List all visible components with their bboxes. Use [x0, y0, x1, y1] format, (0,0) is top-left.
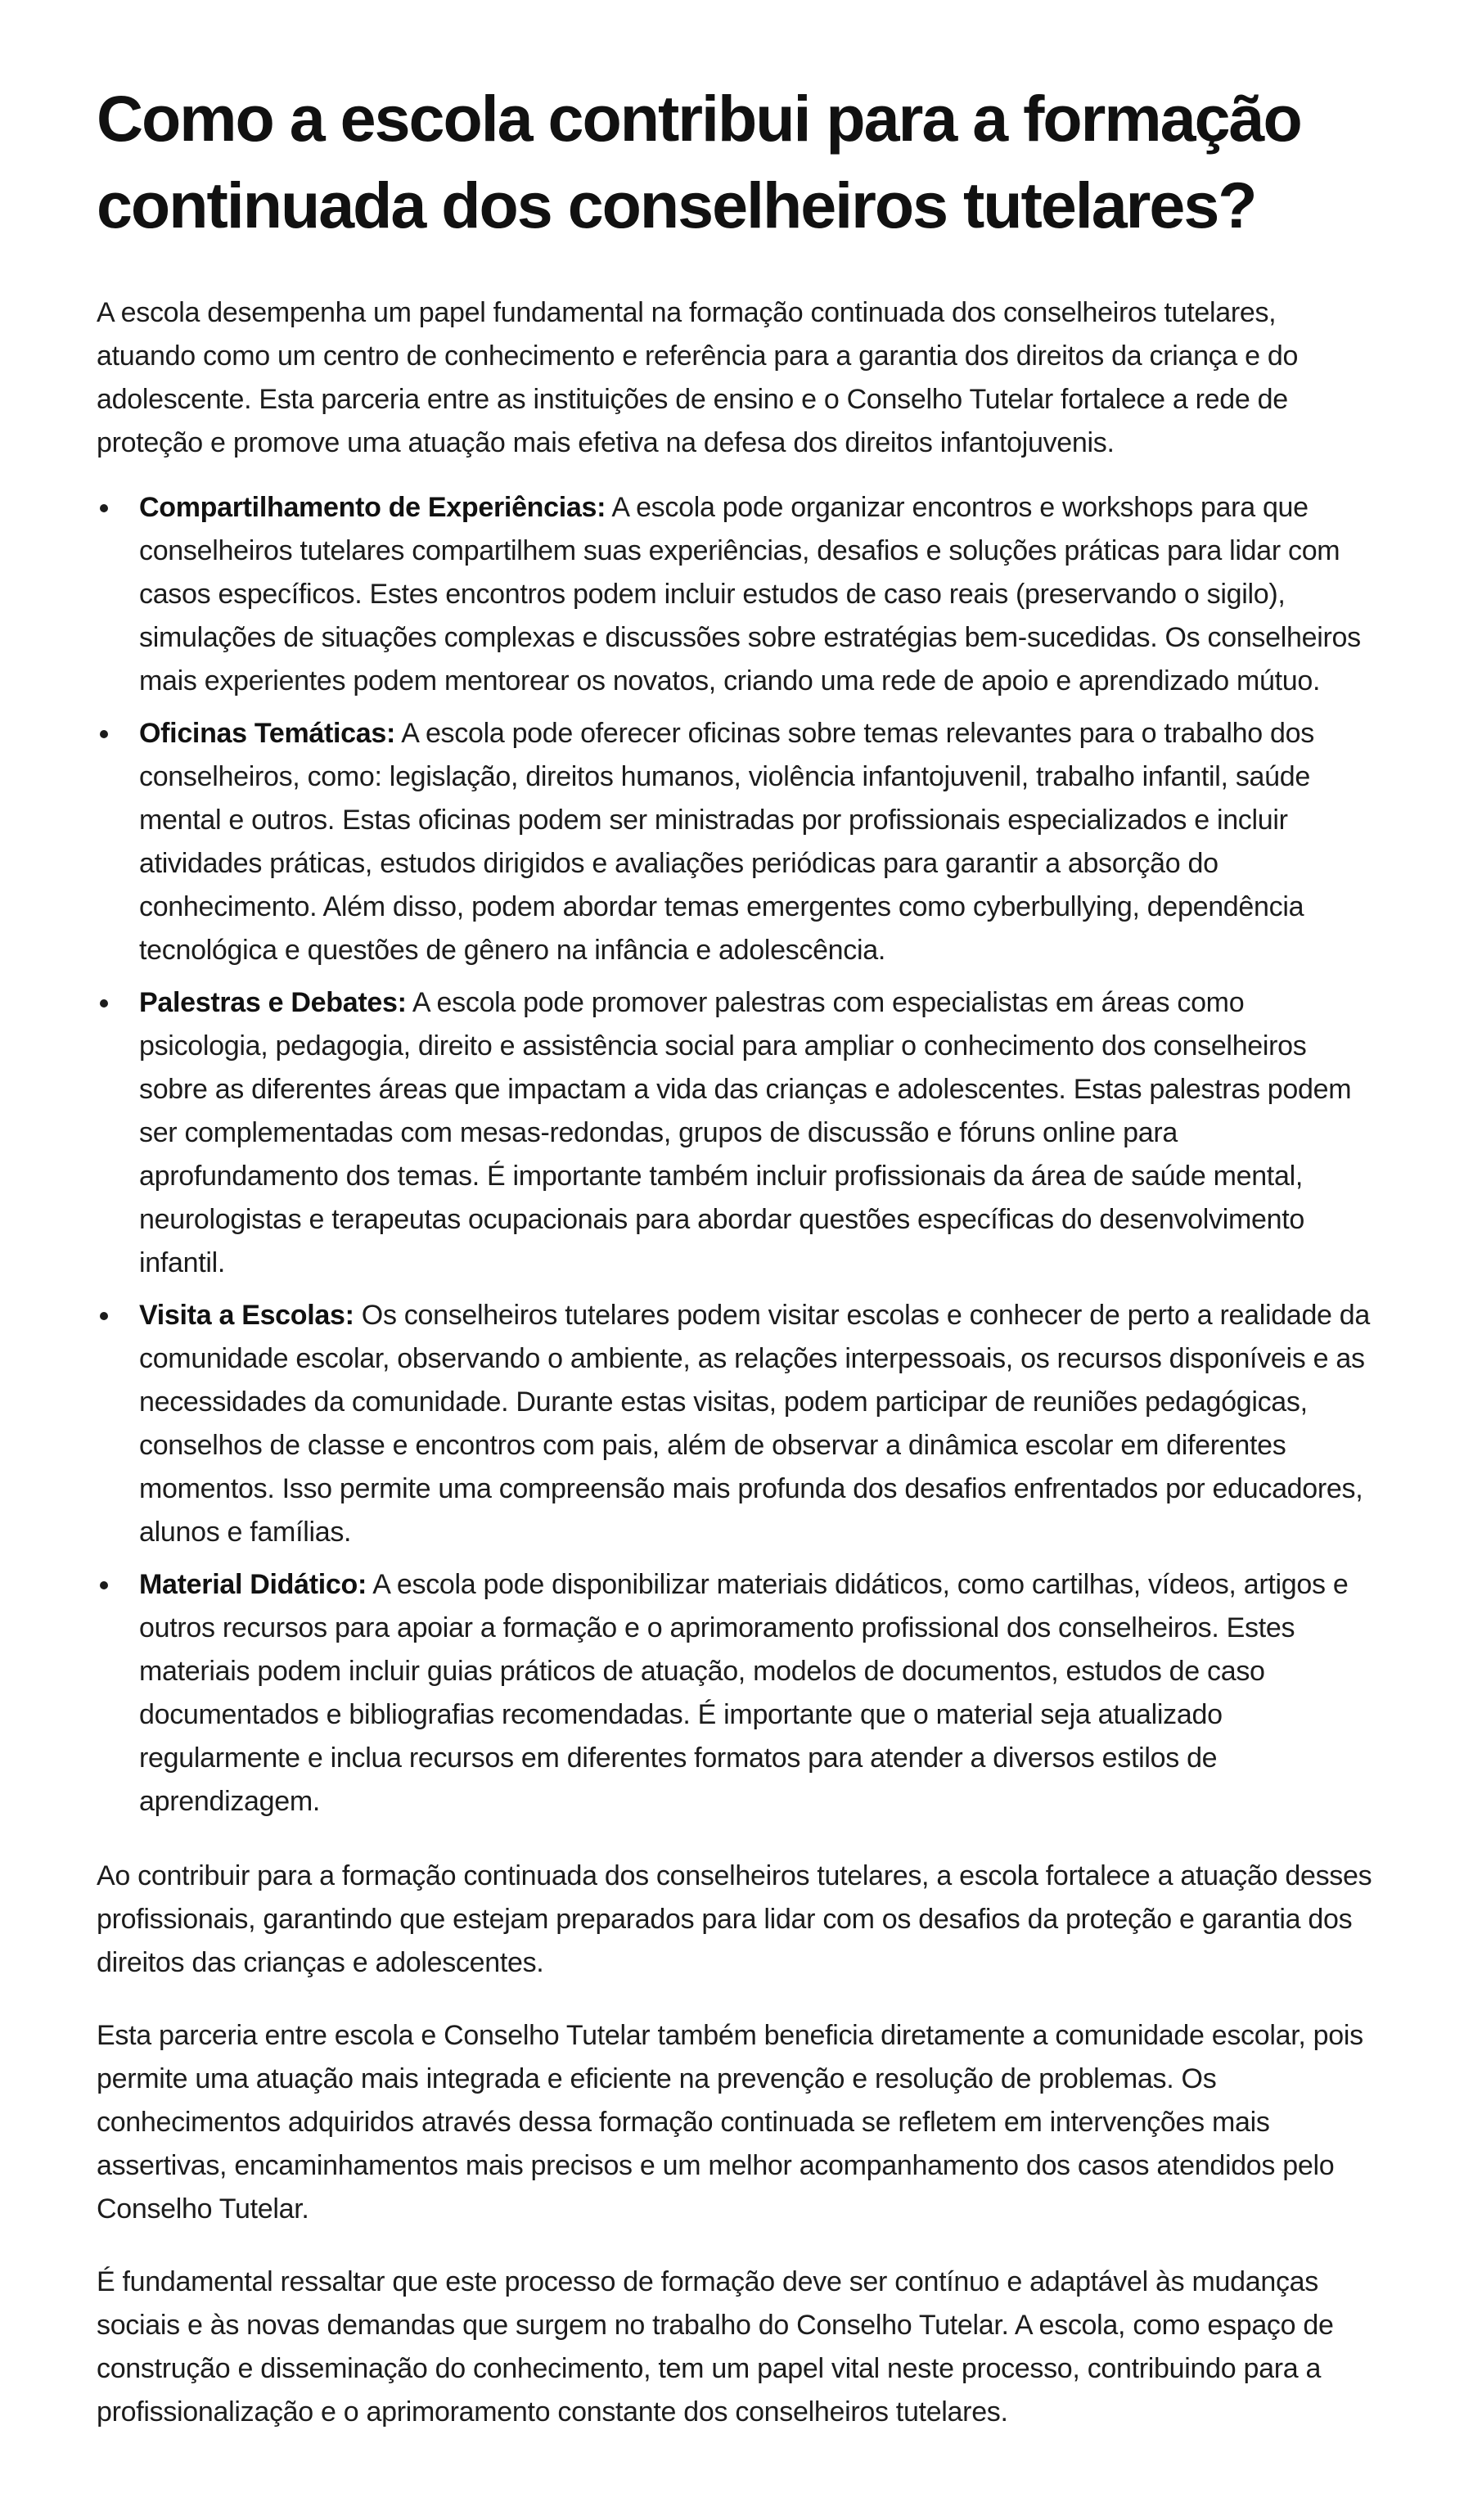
- list-item: [97, 1294, 1378, 1554]
- list-item-heading: Oficinas Temáticas:: [139, 718, 396, 749]
- intro-paragraph: A escola desempenha um papel fundamental na formação continuada dos conselheiros tutelares, atuando como um centro de conhecimento e referência para a garantia dos direitos da criança e do adolescente. Esta parceria entre as instituições de ensino e o Conselho Tutelar fortalece a rede de proteção e promove uma atuação mais efetiva na defesa dos direitos infantojuvenis.: [97, 297, 1299, 458]
- list-item-text: A escola pode organizar encontros e workshops para que conselheiros tutelares compartilhem suas experiências, desafios e soluções práticas para lidar com casos específicos. Estes encontros podem incluir estudos de caso reais (preservando o sigilo), simulações de situações complexas e discussões sobre estratégias bem-sucedidas. Os conselheiros mais experientes podem mentorear os novatos, criando uma rede de apoio e aprendizado mútuo.: [139, 492, 1361, 696]
- list-item: [97, 1563, 1378, 1824]
- list-item-text: A escola pode promover palestras com especialistas em áreas como psicologia, pedagogia, direito e assistência social para ampliar o conhecimento dos conselheiros sobre as diferentes áreas que impactam a vida das crianças e adolescentes. Estas palestras podem ser complementadas com mesas-redondas, grupos de discussão e fóruns online para aprofundamento dos temas. É importante também incluir profissionais da área de saúde mental, neurologistas e terapeutas ocupacionais para abordar questões específicas do desenvolvimento infantil.: [139, 987, 1352, 1278]
- contribution-list: [97, 486, 1378, 1824]
- list-item: [97, 981, 1378, 1285]
- list-item: [97, 486, 1378, 703]
- list-item-heading: Compartilhamento de Experiências:: [139, 492, 606, 523]
- list-item-heading: Material Didático:: [139, 1569, 367, 1600]
- list-item-text: Os conselheiros tutelares podem visitar escolas e conhecer de perto a realidade da comunidade escolar, observando o ambiente, as relações interpessoais, os recursos disponíveis e as necessidades da comunidade. Durante estas visitas, podem participar de reuniões pedagógicas, conselhos de classe e encontros com pais, além de observar a dinâmica escolar em diferentes momentos. Isso permite uma compreensão mais profunda dos desafios enfrentados por educadores, alunos e famílias.: [139, 1300, 1371, 1548]
- list-item-heading: Visita a Escolas:: [139, 1300, 354, 1331]
- closing-paragraph-2: Esta parceria entre escola e Conselho Tutelar também beneficia diretamente a comunidade escolar, pois permite uma atuação mais integrada e eficiente na prevenção e resolução de problemas. Os conhecimentos adquiridos através dessa formação continuada se refletem em intervenções mais assertivas, encaminhamentos mais precisos e um melhor acompanhamento dos casos atendidos pelo Conselho Tutelar.: [97, 2020, 1363, 2225]
- closing-paragraph-3: É fundamental ressaltar que este processo de formação deve ser contínuo e adaptável às mudanças sociais e às novas demandas que surgem no trabalho do Conselho Tutelar. A escola, como espaço de construção e disseminação do conhecimento, tem um papel vital neste processo, contribuindo para a profissionalização e o aprimoramento constante dos conselheiros tutelares.: [97, 2266, 1334, 2428]
- list-item-heading: Palestras e Debates:: [139, 987, 407, 1018]
- list-item-text: A escola pode oferecer oficinas sobre temas relevantes para o trabalho dos conselheiros, como: legislação, direitos humanos, violência infantojuvenil, trabalho infantil, saúde mental e outros. Estas oficinas podem ser ministradas por profissionais especializados e incluir atividades práticas, estudos dirigidos e avaliações periódicas para garantir a absorção do conhecimento. Além disso, podem abordar temas emergentes como cyberbullying, dependência tecnológica e questões de gênero na infância e adolescência.: [139, 718, 1314, 966]
- list-item: [97, 712, 1378, 972]
- page-title: Como a escola contribui para a formação continuada dos conselheiros tutelares?: [97, 82, 1301, 241]
- closing-paragraph-1: Ao contribuir para a formação continuada dos conselheiros tutelares, a escola fortalece a atuação desses profissionais, garantindo que estejam preparados para lidar com os desafios da proteção e garantia dos direitos das crianças e adolescentes.: [97, 1860, 1372, 1978]
- list-item-text: A escola pode disponibilizar materiais didáticos, como cartilhas, vídeos, artigos e outros recursos para apoiar a formação e o aprimoramento profissional dos conselheiros. Estes materiais podem incluir guias práticos de atuação, modelos de documentos, estudos de caso documentados e bibliografias recomendadas. É importante que o material seja atualizado regularmente e inclua recursos em diferentes formatos para atender a diversos estilos de aprendizagem.: [139, 1569, 1349, 1817]
